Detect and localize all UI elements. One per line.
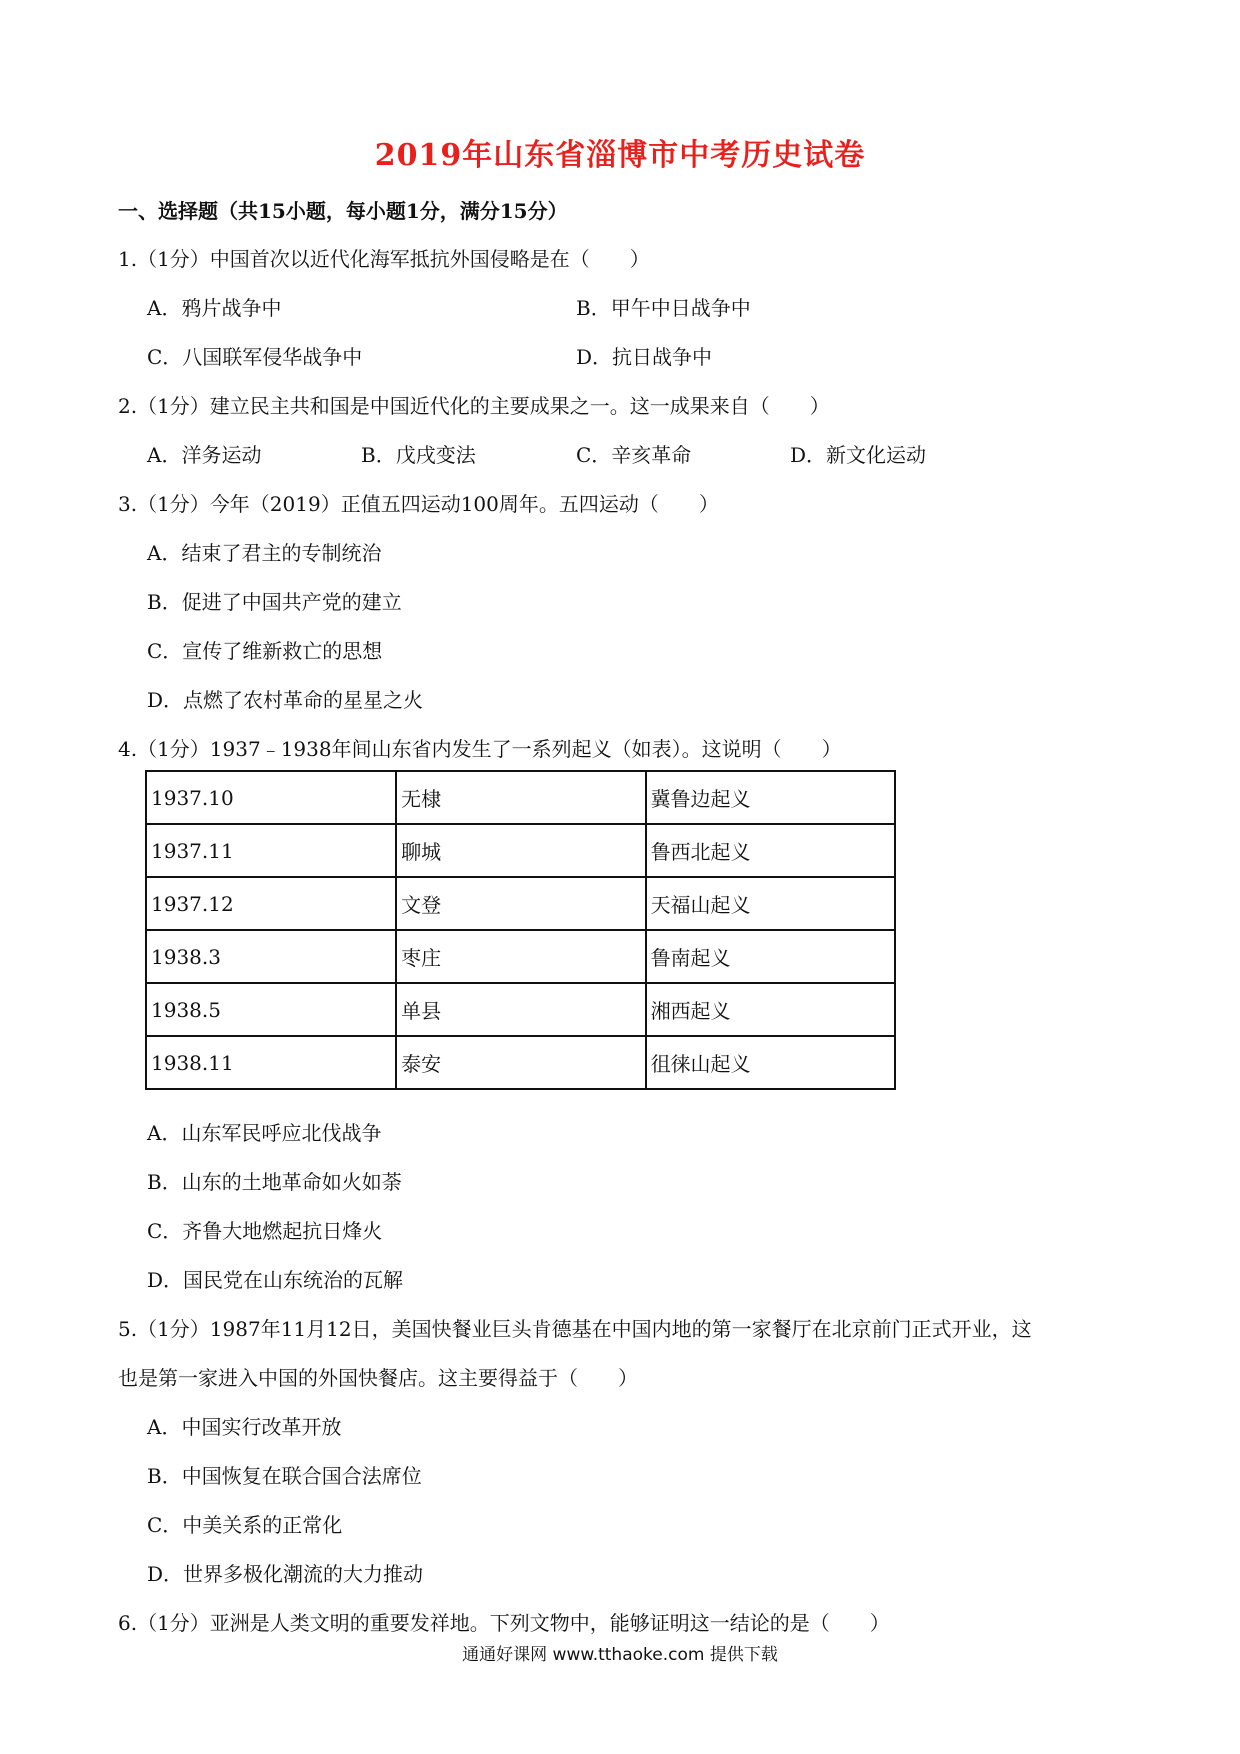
table-cell-event: 冀鲁边起义 — [646, 771, 895, 824]
question-4-stem: 4.（1分）1937﹣1938年间山东省内发生了一系列起义（如表）。这说明（ ） — [118, 737, 842, 761]
question-2-option-d: D．新文化运动 — [790, 443, 927, 467]
table-cell-place: 文登 — [396, 877, 645, 930]
table-row — [146, 1036, 895, 1089]
table-cell-event: 天福山起义 — [646, 877, 895, 930]
question-3-option-b: B．促进了中国共产党的建立 — [147, 590, 402, 614]
table-row — [146, 983, 895, 1036]
table-cell-date: 1937.12 — [146, 877, 396, 930]
table-cell-place: 枣庄 — [396, 930, 645, 983]
table-cell-place: 无棣 — [396, 771, 645, 824]
table-cell-date: 1937.10 — [146, 771, 396, 824]
table-row — [146, 824, 895, 877]
question-5-stem-line-2: 也是第一家进入中国的外国快餐店。这主要得益于（ ） — [118, 1366, 638, 1390]
table-row — [146, 930, 895, 983]
question-5-stem-line-1: 5.（1分）1987年11月12日，美国快餐业巨头肯德基在中国内地的第一家餐厅在北京前门正式开业，这 — [118, 1317, 1032, 1341]
table-cell-place: 单县 — [396, 983, 645, 1036]
table-cell-date: 1938.5 — [146, 983, 396, 1036]
question-2-option-c: C．辛亥革命 — [576, 443, 692, 467]
exam-title: 2019年山东省淄博市中考历史试卷 — [374, 138, 866, 173]
question-3-stem: 3.（1分）今年（2019）正值五四运动100周年。五四运动（ ） — [118, 492, 719, 516]
table-cell-event: 鲁南起义 — [646, 930, 895, 983]
table-cell-event: 湘西起义 — [646, 983, 895, 1036]
question-3-option-a: A．结束了君主的专制统治 — [147, 541, 382, 565]
footer-source: 通通好课网 www.tthaoke.com 提供下载 — [462, 1645, 778, 1665]
table-row — [146, 771, 895, 824]
question-1-option-a: A．鸦片战争中 — [147, 296, 282, 320]
question-1-option-c: C．八国联军侵华战争中 — [147, 345, 363, 369]
section-heading: 一、选择题（共15小题，每小题1分，满分15分） — [118, 199, 568, 223]
table-cell-event: 鲁西北起义 — [646, 824, 895, 877]
question-5-option-d: D．世界多极化潮流的大力推动 — [147, 1562, 424, 1586]
question-5-option-c: C．中美关系的正常化 — [147, 1513, 343, 1537]
table-cell-place: 泰安 — [396, 1036, 645, 1089]
question-4-option-b: B．山东的土地革命如火如荼 — [147, 1170, 402, 1194]
table-row — [146, 877, 895, 930]
table-cell-date: 1938.3 — [146, 930, 396, 983]
table-cell-place: 聊城 — [396, 824, 645, 877]
question-3-option-c: C．宣传了维新救亡的思想 — [147, 639, 383, 663]
question-4-option-d: D．国民党在山东统治的瓦解 — [147, 1268, 404, 1292]
question-3-option-d: D．点燃了农村革命的星星之火 — [147, 688, 424, 712]
question-1-option-d: D．抗日战争中 — [576, 345, 713, 369]
question-5-option-b: B．中国恢复在联合国合法席位 — [147, 1464, 422, 1488]
question-2-stem: 2.（1分）建立民主共和国是中国近代化的主要成果之一。这一成果来自（ ） — [118, 394, 830, 418]
question-1-option-b: B．甲午中日战争中 — [576, 296, 751, 320]
table-cell-date: 1938.11 — [146, 1036, 396, 1089]
question-4-option-a: A．山东军民呼应北伐战争 — [147, 1121, 382, 1145]
question-2-option-b: B．戊戌变法 — [361, 443, 476, 467]
uprising-table — [145, 770, 896, 1090]
table-cell-date: 1937.11 — [146, 824, 396, 877]
question-5-option-a: A．中国实行改革开放 — [147, 1415, 342, 1439]
question-2-option-a: A．洋务运动 — [147, 443, 262, 467]
table-cell-event: 徂徕山起义 — [646, 1036, 895, 1089]
question-1-stem: 1.（1分）中国首次以近代化海军抵抗外国侵略是在（ ） — [118, 247, 650, 271]
question-4-option-c: C．齐鲁大地燃起抗日烽火 — [147, 1219, 383, 1243]
question-6-stem: 6.（1分）亚洲是人类文明的重要发祥地。下列文物中，能够证明这一结论的是（ ） — [118, 1611, 890, 1635]
